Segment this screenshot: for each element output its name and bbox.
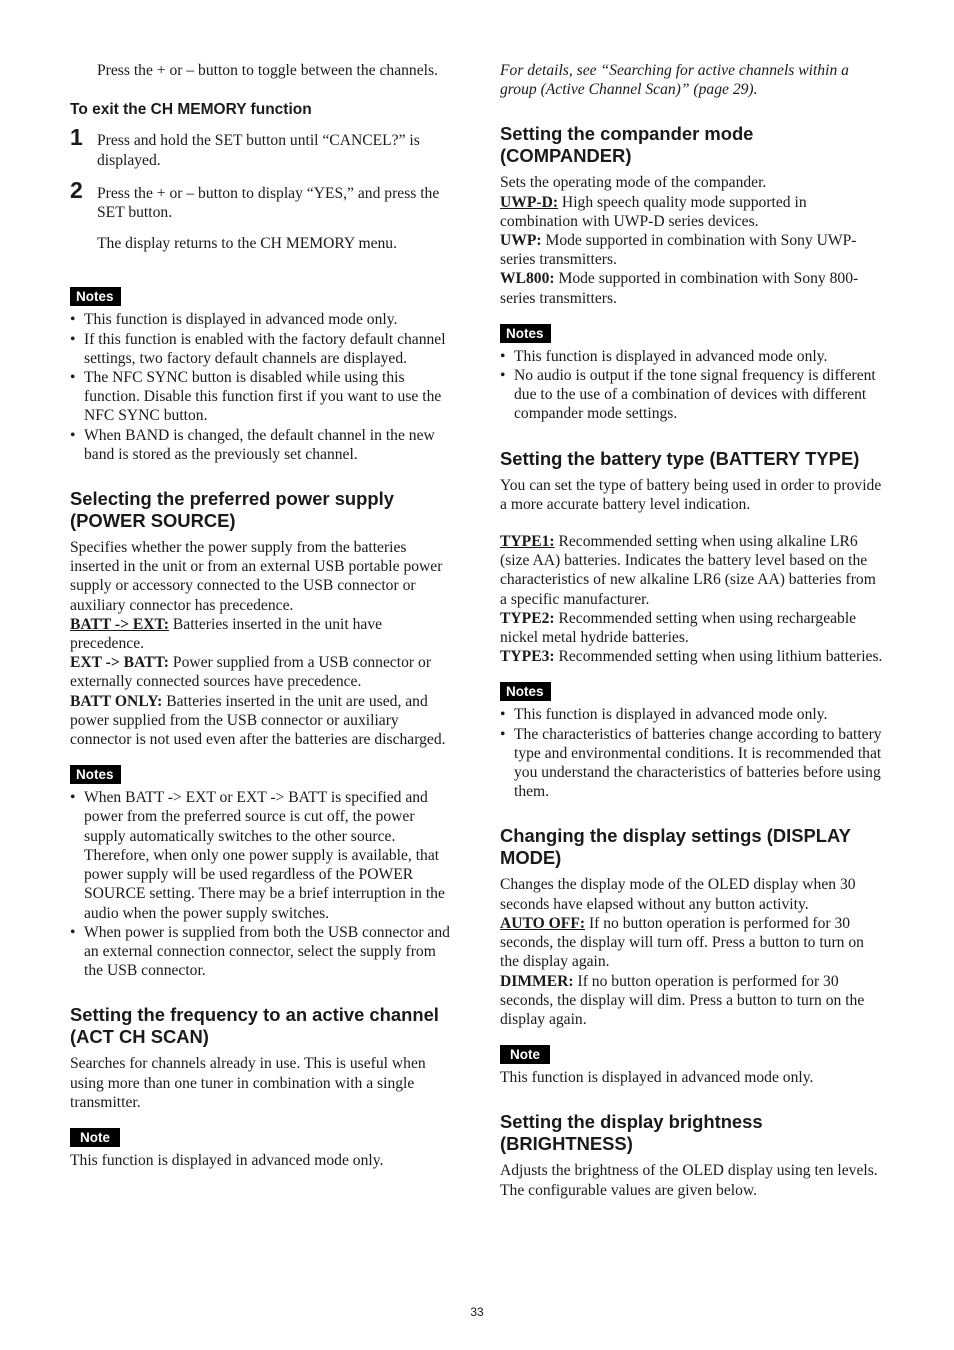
option-key: TYPE1: bbox=[500, 533, 555, 551]
list-item: • If this function is enabled with the factory default channel settings, two factory default channels are displayed. bbox=[70, 330, 454, 368]
note-badge: Note bbox=[70, 1128, 120, 1147]
list-item: • When BAND is changed, the default channel in the new band is stored as the previously set channel. bbox=[70, 426, 454, 464]
step-number: 1 bbox=[70, 124, 83, 151]
option-type1 bbox=[500, 532, 884, 609]
section-description: Adjusts the brightness of the OLED display using ten levels. bbox=[500, 1162, 878, 1180]
option-batt-only bbox=[70, 692, 454, 750]
intro-text: Press the + or – button to toggle between the channels. bbox=[97, 62, 438, 79]
option-text: High speech quality mode supported in combination with UWP-D series devices. bbox=[500, 193, 807, 230]
option-text: If no button operation is performed for 30 seconds, the display will turn off. Press a button to turn on the display again. bbox=[500, 914, 864, 971]
option-uwp bbox=[500, 231, 884, 269]
notes-badge: Notes bbox=[500, 324, 551, 343]
list-item: • When power is supplied from both the USB connector and an external connection connector, select the supply from the USB connector. bbox=[70, 923, 454, 981]
option-text: Mode supported in combination with Sony 800-series transmitters. bbox=[500, 270, 859, 307]
option-dimmer bbox=[500, 972, 884, 1030]
list-item: • The characteristics of batteries change according to battery type and environmental conditions. It is recommended that you understand the characteristics of batteries before using them. bbox=[500, 725, 884, 802]
right-column bbox=[500, 61, 884, 1200]
left-column bbox=[70, 61, 454, 1170]
list-item: • When BATT -> EXT or EXT -> BATT is specified and power from the preferred source is cut off, the power supply automatically switches to the other source. Therefore, when only one power supply is available, that power supply will be used regardless of the POWER SOURCE setting. There may be a brief interruption in the audio when the power supply switches. bbox=[70, 788, 454, 922]
notes-badge: Notes bbox=[500, 682, 551, 701]
option-key: TYPE2: bbox=[500, 609, 555, 627]
section-description: Sets the operating mode of the compander. bbox=[500, 174, 767, 192]
option-key: BATT ONLY: bbox=[70, 692, 163, 710]
option-key: WL800: bbox=[500, 270, 555, 288]
option-text: If no button operation is performed for 30 seconds, the display will dim. Press a button to turn on the display again. bbox=[500, 972, 865, 1028]
note-text: This function is displayed in advanced mode only. bbox=[70, 1151, 384, 1169]
option-batt-ext bbox=[70, 615, 454, 653]
option-type2 bbox=[500, 609, 884, 647]
option-auto-off bbox=[500, 914, 884, 972]
section-heading-compander: Setting the compander mode (COMPANDER) bbox=[500, 123, 754, 167]
section-description: Changes the display mode of the OLED display when 30 seconds have elapsed without any button activity. bbox=[500, 876, 856, 913]
option-key: EXT -> BATT: bbox=[70, 654, 169, 672]
option-key: UWP-D: bbox=[500, 193, 559, 211]
section-heading-display-mode: Changing the display settings (DISPLAY MODE) bbox=[500, 825, 851, 869]
notes-badge: Notes bbox=[70, 287, 121, 306]
step-result-text: The display returns to the CH MEMORY menu. bbox=[97, 235, 398, 253]
notes-badge: Notes bbox=[70, 765, 121, 784]
section-description: The configurable values are given below. bbox=[500, 1181, 758, 1199]
option-uwp-d bbox=[500, 193, 884, 231]
list-item: • This function is displayed in advanced mode only. bbox=[70, 310, 454, 329]
step-text: Press the + or – button to display “YES,” and press the SET button. bbox=[97, 184, 440, 222]
list-item: • This function is displayed in advanced mode only. bbox=[500, 705, 884, 724]
section-description: Searches for channels already in use. This is useful when using more than one tuner in combination with a single transmitter. bbox=[70, 1055, 426, 1111]
option-key: DIMMER: bbox=[500, 972, 574, 990]
spacer bbox=[500, 514, 884, 532]
section-heading-battery-type: Setting the battery type (BATTERY TYPE) bbox=[500, 447, 860, 469]
list-item: • No audio is output if the tone signal frequency is different due to the use of a combination of devices with different compander mode settings. bbox=[500, 366, 884, 424]
option-text: Recommended setting when using lithium batteries. bbox=[554, 648, 883, 666]
option-text: Batteries inserted in the unit have precedence. bbox=[70, 615, 383, 653]
list-item: • The NFC SYNC button is disabled while using this function. Disable this function first if you want to use the NFC SYNC button. bbox=[70, 368, 454, 426]
notes-list bbox=[70, 310, 454, 464]
option-key: UWP: bbox=[500, 232, 542, 250]
section-description: Specifies whether the power supply from the batteries inserted in the unit or from an external USB portable power supply or accessory connected to the USB connector or auxiliary connector has precedence. bbox=[70, 539, 443, 614]
step-2 bbox=[70, 176, 454, 222]
note-text: This function is displayed in advanced mode only. bbox=[500, 1069, 814, 1087]
section-heading-power-source: Selecting the preferred power supply (POWER SOURCE) bbox=[70, 488, 394, 532]
step-1 bbox=[70, 124, 454, 169]
option-wl800 bbox=[500, 269, 884, 307]
section-heading-act-ch-scan: Setting the frequency to an active channel (ACT CH SCAN) bbox=[70, 1004, 439, 1048]
page-number: 33 bbox=[470, 1305, 484, 1319]
notes-list bbox=[500, 347, 884, 424]
option-text: Recommended setting when using rechargeable nickel metal hydride batteries. bbox=[500, 609, 857, 647]
option-ext-batt bbox=[70, 653, 454, 691]
notes-list bbox=[500, 705, 884, 801]
exit-heading: To exit the CH MEMORY function bbox=[70, 101, 312, 119]
notes-list bbox=[70, 788, 454, 980]
list-item: • This function is displayed in advanced mode only. bbox=[500, 347, 884, 366]
option-key: BATT -> EXT: bbox=[70, 615, 169, 633]
section-heading-brightness: Setting the display brightness (BRIGHTNESS) bbox=[500, 1111, 763, 1155]
option-text: Batteries inserted in the unit are used, and power supplied from the USB connector or auxiliary connector is not used even after the batteries are discharged. bbox=[70, 692, 446, 749]
step-text: Press and hold the SET button until “CANCEL?” is displayed. bbox=[97, 132, 420, 169]
option-text: Mode supported in combination with Sony UWP-series transmitters. bbox=[500, 232, 857, 269]
details-reference: For details, see “Searching for active channels within a group (Active Channel Scan)” (page 29). bbox=[500, 62, 849, 99]
step-number: 2 bbox=[70, 176, 83, 203]
note-badge: Note bbox=[500, 1045, 550, 1064]
option-text: Power supplied from a USB connector or externally connected sources have precedence. bbox=[70, 654, 432, 691]
option-type3 bbox=[500, 647, 884, 666]
option-text: Recommended setting when using alkaline LR6 (size AA) batteries. Indicates the battery level based on the characteristics of new alkaline LR6 (size AA) batteries from a specific manufacturer. bbox=[500, 533, 876, 608]
section-description: You can set the type of battery being used in order to provide a more accurate battery level indication. bbox=[500, 476, 882, 513]
option-key: TYPE3: bbox=[500, 648, 555, 666]
option-key: AUTO OFF: bbox=[500, 914, 586, 932]
